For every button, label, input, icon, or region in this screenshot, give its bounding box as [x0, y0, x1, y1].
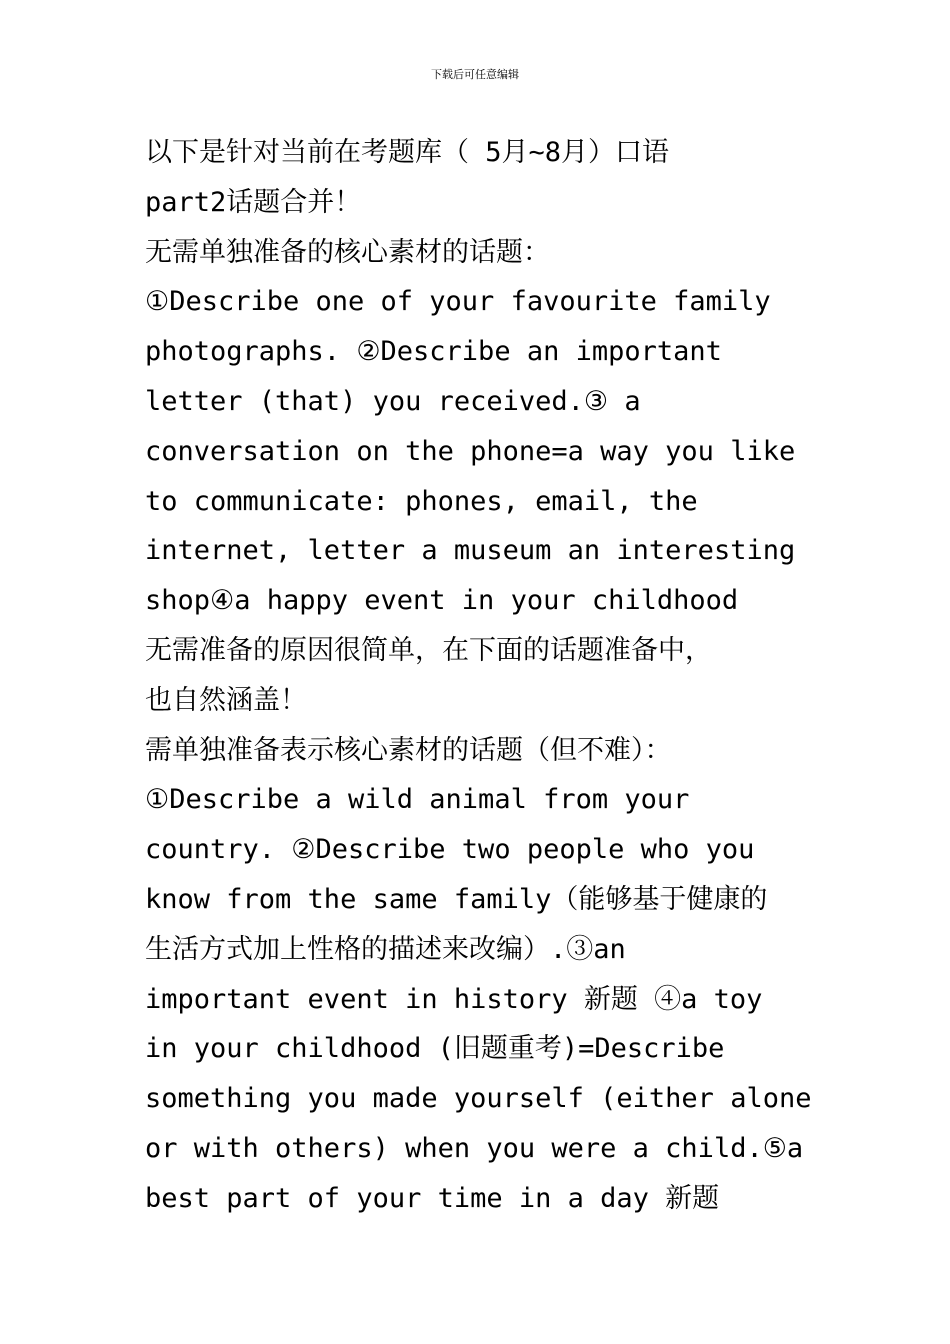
- text-line: something you made yourself (either alone: [145, 1083, 812, 1115]
- text-line: in your childhood (旧题重考)=Describe: [145, 1033, 725, 1065]
- page-header: 下载后可任意编辑: [431, 68, 519, 81]
- text-line: 也自然涵盖！: [145, 684, 307, 716]
- text-line: photographs. ②Describe an important: [145, 336, 722, 368]
- text-line: important event in history 新题 ④a toy: [145, 983, 763, 1015]
- text-line: internet, letter a museum an interesting: [145, 535, 796, 567]
- text-line: 以下是针对当前在考题库（ 5月~8月）口语: [145, 137, 670, 168]
- document-body: [145, 128, 815, 1224]
- text-line: ①Describe one of your favourite family: [145, 286, 771, 318]
- text-line: conversation on the phone=a way you like: [145, 435, 796, 467]
- text-line: know from the same family（能够基于健康的: [145, 883, 768, 915]
- text-line: 需单独准备表示核心素材的话题（但不难）：: [145, 734, 672, 766]
- text-line: country. ②Describe two people who you: [145, 834, 755, 866]
- text-line: part2话题合并！: [145, 186, 362, 218]
- text-line: shop④a happy event in your childhood: [145, 585, 739, 617]
- text-line: 生活方式加上性格的描述来改编）.③an: [145, 933, 626, 965]
- text-line: 无需准备的原因很简单，在下面的话题准备中，: [145, 634, 712, 666]
- text-line: best part of your time in a day 新题: [145, 1182, 720, 1214]
- text-line: ①Describe a wild animal from your: [145, 784, 690, 816]
- text-line: letter (that) you received.③ a: [145, 385, 641, 417]
- text-line: to communicate: phones, email, the: [145, 485, 698, 517]
- text-line: 无需单独准备的核心素材的话题：: [145, 236, 550, 268]
- text-line: or with others) when you were a child.⑤a: [145, 1132, 804, 1164]
